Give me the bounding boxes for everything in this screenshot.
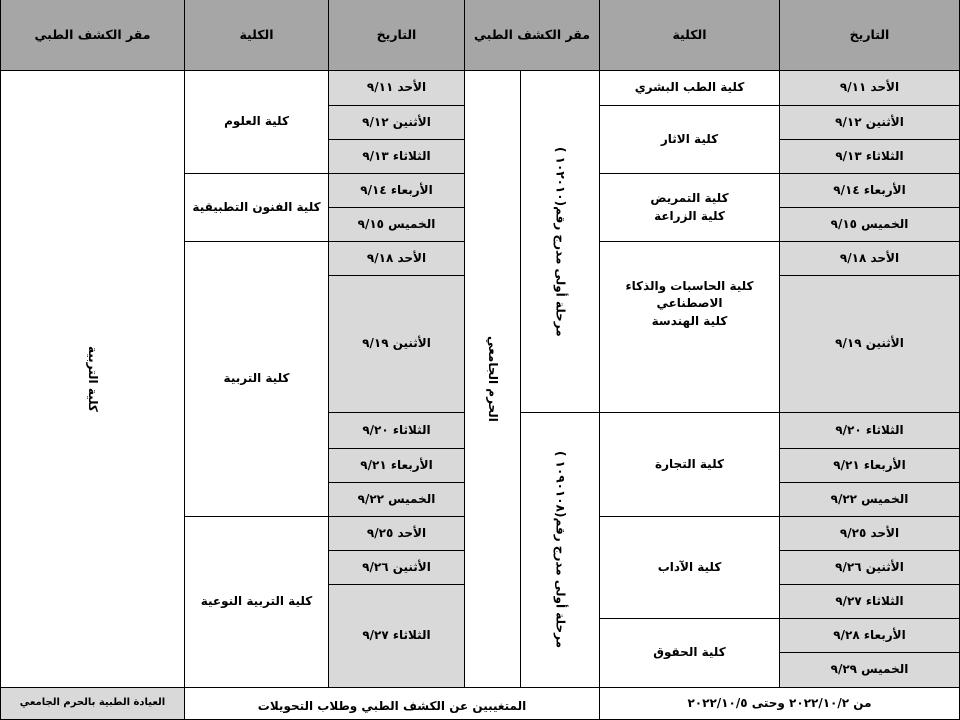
right-date-cell: الخميس ٩/١٥ (780, 208, 960, 242)
footer-note: المتغيبين عن الكشف الطبي وطلاب التحويلات (185, 688, 600, 720)
right-location-cell (521, 71, 600, 413)
location-label-1: مرحلة أولى مدرج رقم(١٠٢٠١٠ ) (553, 146, 568, 337)
header-location-left: مقر الكشف الطبي (0, 0, 185, 71)
right-date-cell: الثلاثاء ٩/١٣ (780, 140, 960, 174)
right-date-cell: الخميس ٩/٢٢ (780, 483, 960, 517)
left-date-cell: الثلاثاء ٩/٢٧ (329, 585, 465, 688)
left-faculty-cell: كلية الفنون التطبيقية (185, 174, 329, 242)
left-date-cell: الخميس ٩/١٥ (329, 208, 465, 242)
right-faculty-cell: كلية الطب البشري (600, 71, 780, 106)
right-date-cell: الخميس ٩/٢٩ (780, 653, 960, 688)
right-faculty-cell: كلية التمريض كلية الزراعة (600, 174, 780, 242)
right-date-cell: الثلاثاء ٩/٢٧ (780, 585, 960, 619)
left-date-cell: الخميس ٩/٢٢ (329, 483, 465, 517)
right-date-cell: الأربعاء ٩/٢١ (780, 449, 960, 483)
right-date-cell: الأثنين ٩/١٩ (780, 276, 960, 413)
right-faculty-cell: كلية الحاسبات والذكاء الاصطناعي كلية الهندسة (600, 242, 780, 413)
left-date-cell: الأحد ٩/٢٥ (329, 517, 465, 551)
header-faculty-right: الكلية (600, 0, 780, 71)
right-faculty-cell: كلية الحقوق (600, 619, 780, 688)
footer-clinic: العيادة الطبية بالحرم الجامعي (0, 688, 185, 720)
left-date-cell: الأثنين ٩/٢٦ (329, 551, 465, 585)
header-date-right: التاريخ (780, 0, 960, 71)
left-date-cell: الثلاثاء ٩/١٣ (329, 140, 465, 174)
right-date-cell: الأثنين ٩/١٢ (780, 106, 960, 140)
left-location-cell (0, 71, 185, 688)
left-date-cell: الأثنين ٩/١٢ (329, 106, 465, 140)
right-date-cell: الثلاثاء ٩/٢٠ (780, 413, 960, 449)
left-date-cell: الأحد ٩/١١ (329, 71, 465, 106)
left-faculty-cell: كلية التربية (185, 242, 329, 517)
left-location-label: كلية التربية (86, 346, 101, 412)
right-faculty-cell: كلية الاثار (600, 106, 780, 174)
header-faculty-left: الكلية (185, 0, 329, 71)
location-label-2: مرحلة أولى مدرج رقم(١٠٩٠١٠٨ ) (553, 451, 568, 649)
left-date-cell: الأحد ٩/١٨ (329, 242, 465, 276)
left-faculty-cell: كلية التربية النوعية (185, 517, 329, 688)
right-date-cell: الأربعاء ٩/١٤ (780, 174, 960, 208)
left-date-cell: الأثنين ٩/١٩ (329, 276, 465, 413)
left-faculty-cell: كلية العلوم (185, 71, 329, 174)
campus-label: الحرم الجامعي (486, 336, 501, 422)
right-date-cell: الأحد ٩/٢٥ (780, 517, 960, 551)
footer-period: من ٢٠٢٢/١٠/٢ وحتى ٢٠٢٢/١٠/٥ (600, 688, 960, 720)
right-location-cell (521, 413, 600, 688)
header-date-left: التاريخ (329, 0, 465, 71)
header-location-right: مقر الكشف الطبي (465, 0, 600, 71)
right-faculty-cell: كلية الآداب (600, 517, 780, 619)
right-faculty-cell: كلية التجارة (600, 413, 780, 517)
left-date-cell: الثلاثاء ٩/٢٠ (329, 413, 465, 449)
left-date-cell: الأربعاء ٩/٢١ (329, 449, 465, 483)
right-date-cell: الأحد ٩/١٨ (780, 242, 960, 276)
right-date-cell: الأثنين ٩/٢٦ (780, 551, 960, 585)
right-date-cell: الأحد ٩/١١ (780, 71, 960, 106)
campus-cell (465, 71, 521, 688)
right-date-cell: الأربعاء ٩/٢٨ (780, 619, 960, 653)
left-date-cell: الأربعاء ٩/١٤ (329, 174, 465, 208)
